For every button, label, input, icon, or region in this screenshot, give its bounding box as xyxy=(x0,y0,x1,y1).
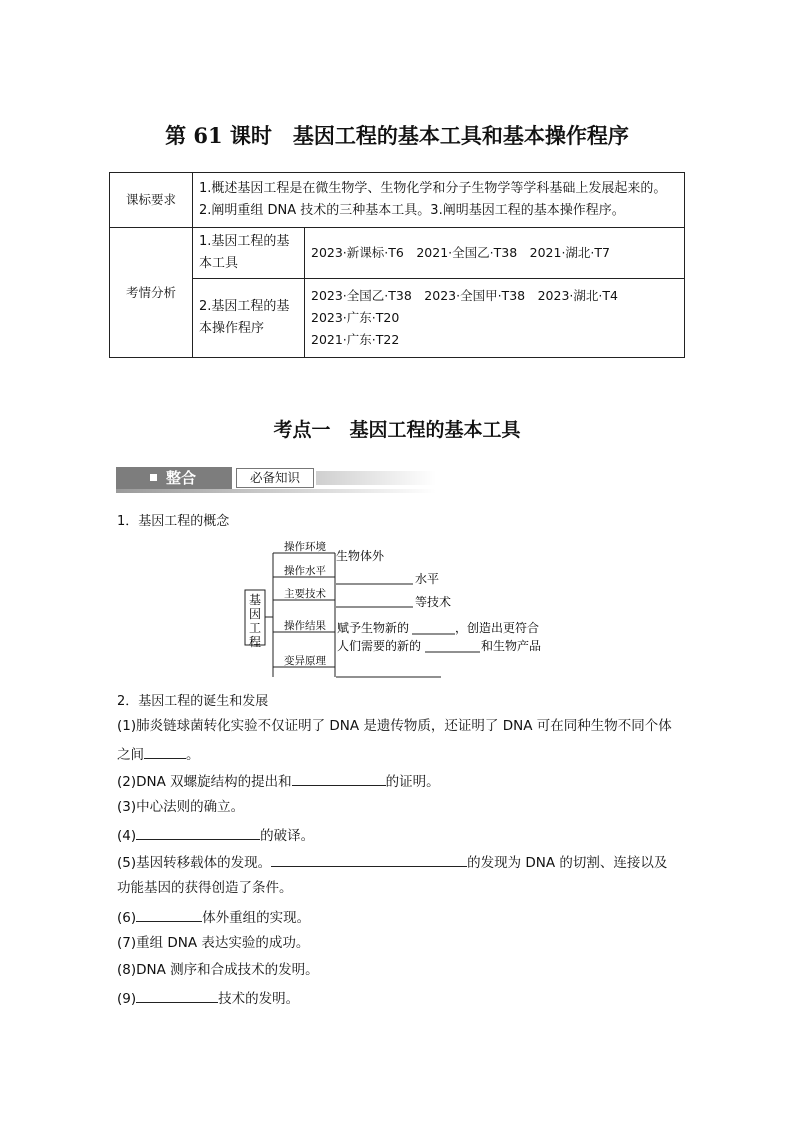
exam-sources xyxy=(305,228,685,279)
history-heading: 2．基因工程的诞生和发展 xyxy=(117,694,269,709)
history-item xyxy=(117,907,310,927)
diagram-branch-text: 水平 xyxy=(415,572,440,586)
history-item xyxy=(117,961,319,979)
banner-tab: 必备知识 xyxy=(236,468,314,488)
history-text: (2)DNA 双螺旋结构的提出和 xyxy=(117,774,292,790)
history-text: (8)DNA 测序和合成技术的发明。 xyxy=(117,962,319,978)
history-text: 的破译。 xyxy=(260,828,315,844)
concept-heading: 1．基因工程的概念 xyxy=(117,514,230,529)
table-row xyxy=(110,279,685,358)
history-text: 之间 xyxy=(117,747,144,763)
table-row xyxy=(110,173,685,228)
history-text: (7)重组 DNA 表达实验的成功。 xyxy=(117,935,310,951)
answer-blank xyxy=(144,744,186,759)
banner-label: 整合 xyxy=(166,469,197,487)
history-item xyxy=(117,825,314,845)
history-text: (6) xyxy=(117,910,137,926)
requirements-table xyxy=(109,172,685,358)
answer-blank xyxy=(271,852,467,867)
diagram-branch-label: 操作环境 xyxy=(284,541,326,553)
exam-source-line: 2021·广东·T22 xyxy=(311,332,400,347)
diagram-branch-text: 赋予生物新的 xyxy=(337,621,410,635)
history-item xyxy=(117,879,293,897)
history-text: (9) xyxy=(117,991,137,1007)
diagram-branch-label: 操作水平 xyxy=(284,565,326,577)
history-text: 。 xyxy=(186,747,200,763)
history-item xyxy=(117,744,200,764)
diagram-branch-text: 人们需要的新的 xyxy=(337,639,422,653)
history-item xyxy=(117,771,440,791)
exam-topic: 1.基因工程的基本工具 xyxy=(193,228,305,279)
curriculum-requirements: 1.概述基因工程是在微生物学、生物化学和分子生物学等学科基础上发展起来的。2.阐明重组 DNA 技术的三种基本工具。3.阐明基因工程的基本操作程序。 xyxy=(193,173,685,228)
history-text: 的证明。 xyxy=(385,774,440,790)
history-item xyxy=(117,852,667,872)
answer-blank xyxy=(292,771,386,786)
diagram-branch-label: 主要技术 xyxy=(284,588,326,600)
diagram-branch-text: 和生物产品 xyxy=(481,639,542,653)
exam-source-line: 2023·新课标·T6 2021·全国乙·T38 2021·湖北·T7 xyxy=(311,245,610,260)
exam-source-line: 2023·广东·T20 xyxy=(311,310,400,325)
history-text: 技术的发明。 xyxy=(218,991,300,1007)
history-text: 的发现为 DNA 的切割、连接以及 xyxy=(467,855,668,871)
concept-diagram xyxy=(230,535,560,685)
history-item xyxy=(117,934,309,952)
section-banner xyxy=(116,466,436,490)
table-header-cell: 考情分析 xyxy=(110,228,193,358)
history-text: 功能基因的获得创造了条件。 xyxy=(117,880,293,896)
history-text: (3)中心法则的确立。 xyxy=(117,799,245,815)
square-icon xyxy=(150,474,157,481)
diagram-center-label: 基因工程 xyxy=(249,593,262,649)
diagram-branch-label: 变异原理 xyxy=(284,655,326,667)
history-item xyxy=(117,988,299,1008)
answer-blank xyxy=(136,825,260,840)
page-title: 第 61 课时 基因工程的基本工具和基本操作程序 xyxy=(165,123,629,148)
diagram-branch-text: 生物体外 xyxy=(336,549,385,563)
section-title: 考点一 基因工程的基本工具 xyxy=(273,419,521,441)
exam-topic: 2.基因工程的基本操作程序 xyxy=(193,279,305,358)
table-header-cell: 课标要求 xyxy=(110,173,193,228)
history-item xyxy=(117,717,672,735)
table-row xyxy=(110,228,685,279)
exam-source-line: 2023·全国乙·T38 2023·全国甲·T38 2023·湖北·T4 xyxy=(311,288,618,303)
diagram-branch-text: 等技术 xyxy=(415,595,452,609)
answer-blank xyxy=(136,988,218,1003)
diagram-branch-label: 操作结果 xyxy=(284,620,326,632)
answer-blank xyxy=(136,907,202,922)
history-item xyxy=(117,798,244,816)
history-text: 体外重组的实现。 xyxy=(202,910,311,926)
history-text: (1)肺炎链球菌转化实验不仅证明了 DNA 是遗传物质，还证明了 DNA 可在同种生物不同个体 xyxy=(117,718,672,734)
diagram-branch-text: ，创造出更符合 xyxy=(455,621,540,635)
history-text: (4) xyxy=(117,828,137,844)
exam-sources xyxy=(305,279,685,358)
history-text: (5)基因转移载体的发现。 xyxy=(117,855,272,871)
